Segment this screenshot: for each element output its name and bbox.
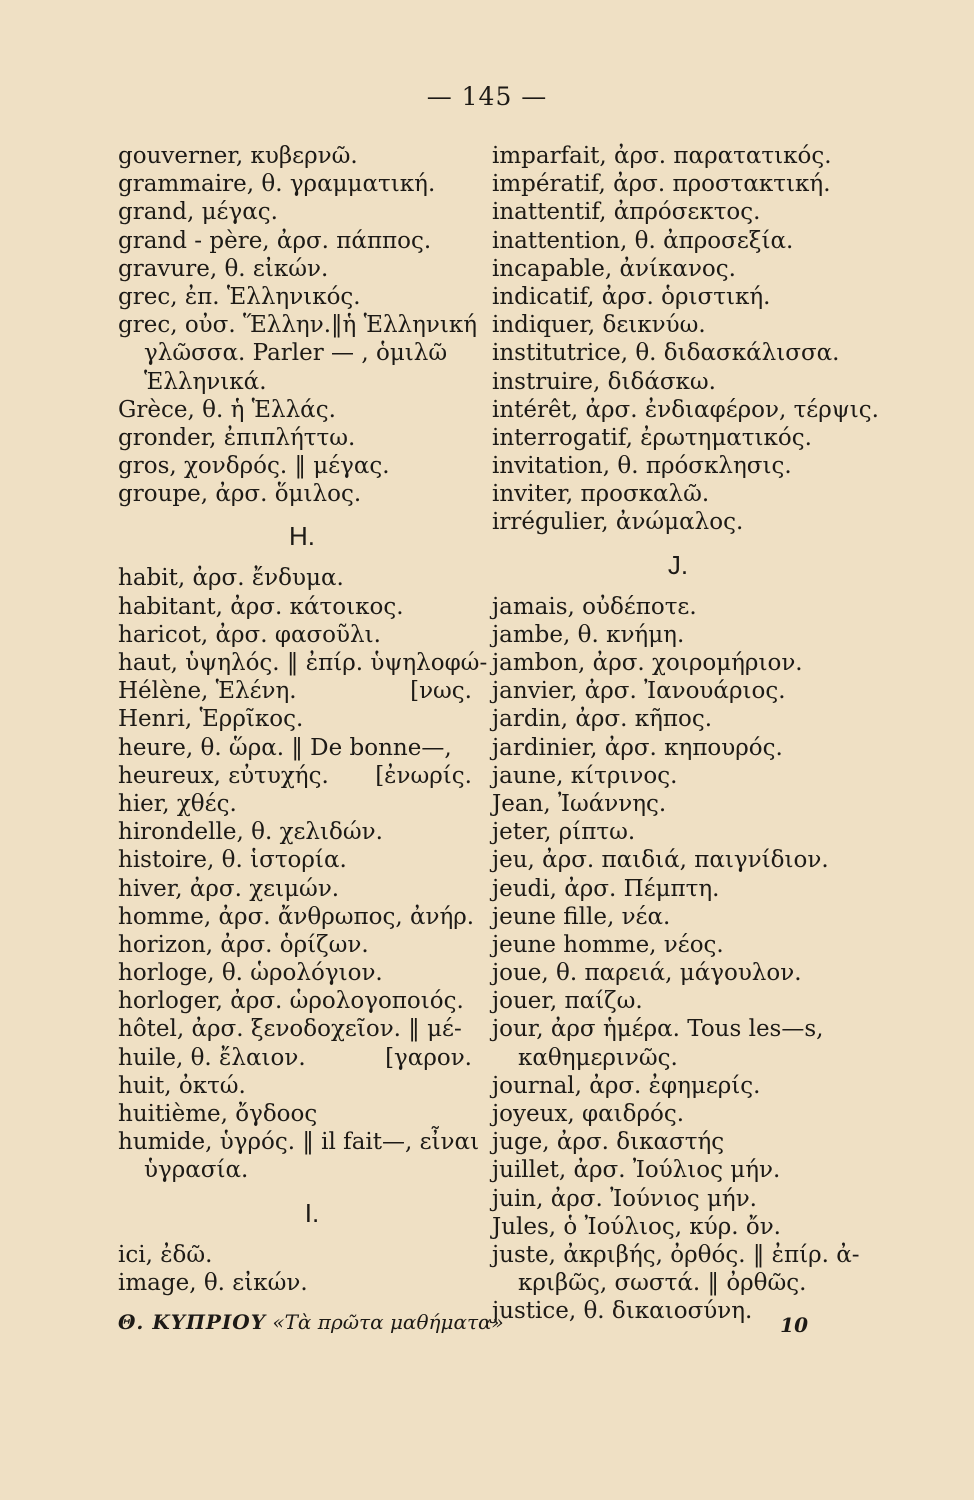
- dictionary-entry: [492, 1128, 864, 1156]
- dictionary-entry: [492, 649, 864, 677]
- entry-text: indicatif, ἀρσ. ὁριστική.: [492, 283, 771, 310]
- entry-text: grand - père, ἀρσ. πάππος.: [118, 227, 432, 254]
- dictionary-entry: [492, 677, 864, 705]
- entry-text: juillet, ἀρσ. Ἰούλιος μήν.: [492, 1157, 781, 1184]
- entry-text: interrogatif, ἐρωτηματικός.: [492, 424, 812, 451]
- dictionary-entry: [118, 790, 486, 818]
- dictionary-entry: [492, 1156, 864, 1184]
- entry-text: inattentif, ἀπρόσεκτος.: [492, 199, 761, 226]
- entry-text: ὑγρασία.: [144, 1157, 249, 1184]
- page-number: — 145 —: [426, 82, 548, 111]
- entry-text: irrégulier, ἀνώμαλος.: [492, 509, 744, 536]
- dictionary-entry: [118, 1044, 486, 1072]
- dictionary-entry: [118, 649, 486, 677]
- entry-text: joue, θ. παρειά, μάγουλον.: [492, 960, 802, 987]
- dictionary-entry: [118, 1100, 486, 1128]
- entry-text: impératif, ἀρσ. προστακτική.: [492, 171, 831, 198]
- entry-text: jour, ἀρσ ἡμέρα. Tous les—s,: [492, 1016, 824, 1043]
- entry-text: jeune fille, νέα.: [492, 903, 671, 930]
- entry-text: inattention, θ. ἀπροσεξία.: [492, 227, 794, 254]
- section-heading: [118, 1185, 486, 1241]
- entry-text: hôtel, ἀρσ. ξενοδοχεῖον. ‖ μέ-: [118, 1016, 462, 1043]
- entry-text: jardinier, ἀρσ. κηπουρός.: [492, 734, 783, 761]
- entry-text: jamais, οὐδέποτε.: [492, 593, 697, 620]
- entry-text: intérêt, ἀρσ. ἐνδιαφέρον, τέρψις.: [492, 396, 879, 423]
- entry-text: huit, ὀκτώ.: [118, 1072, 246, 1099]
- dictionary-entry: [492, 705, 864, 733]
- dictionary-entry: [118, 564, 486, 592]
- entry-continuation: [492, 1269, 864, 1297]
- dictionary-entry: [492, 368, 864, 396]
- entry-text: jambe, θ. κνήμη.: [492, 621, 685, 648]
- entry-continuation: [118, 339, 486, 367]
- dictionary-entry: [118, 1241, 486, 1269]
- dictionary-entry: [492, 227, 864, 255]
- entry-text: jaune, κίτρινος.: [492, 762, 678, 789]
- dictionary-entry: [492, 931, 864, 959]
- entry-text: gouverner, κυβερνῶ.: [118, 143, 358, 169]
- entry-text: janvier, ἀρσ. Ἰανουάριος.: [492, 678, 786, 705]
- dictionary-entry: [492, 198, 864, 226]
- entry-text: institutrice, θ. διδασκάλισσα.: [492, 340, 840, 367]
- entry-text: juste, ἀκριβής, ὀρθός. ‖ ἐπίρ. ἀ-: [492, 1241, 860, 1268]
- dictionary-entry: [118, 283, 486, 311]
- dictionary-entry: [118, 621, 486, 649]
- section-heading: [118, 508, 486, 564]
- dictionary-entry: [118, 903, 486, 931]
- dictionary-entry: [492, 424, 864, 452]
- entry-text: H.: [289, 521, 315, 552]
- entry-text: habit, ἀρσ. ἔνδυμα.: [118, 565, 344, 592]
- dictionary-entry: [118, 818, 486, 846]
- entry-text: jambon, ἀρσ. χοιρομήριον.: [492, 650, 803, 676]
- dictionary-entry: [118, 480, 486, 508]
- dictionary-entry: [118, 846, 486, 874]
- entry-overflow-text: [ἐνωρίς.: [375, 762, 472, 789]
- dictionary-entry: [492, 621, 864, 649]
- entry-text: jouer, παίζω.: [492, 988, 643, 1015]
- entry-text: habitant, ἀρσ. κάτοικος.: [118, 593, 404, 620]
- entry-text: gronder, ἐπιπλήττω.: [118, 424, 356, 451]
- dictionary-entry: [492, 1213, 864, 1241]
- entry-text: haut, ὑψηλός. ‖ ἐπίρ. ὑψηλοφώ-: [118, 650, 488, 676]
- entry-text: grammaire, θ. γραμματική.: [118, 171, 436, 198]
- dictionary-entry: [492, 480, 864, 508]
- entry-text: gros, χονδρός. ‖ μέγας.: [118, 453, 390, 480]
- entry-text: horloge, θ. ὡρολόγιον.: [118, 960, 383, 987]
- entry-continuation: [492, 1044, 864, 1072]
- entry-text: gravure, θ. εἰκών.: [118, 255, 329, 282]
- entry-text: image, θ. εἰκών.: [118, 1269, 308, 1296]
- dictionary-entry: [492, 734, 864, 762]
- entry-text: invitation, θ. πρόσκλησις.: [492, 453, 792, 480]
- dictionary-entry: [118, 677, 486, 705]
- entry-text: horloger, ἀρσ. ὡρολογοποιός.: [118, 988, 464, 1015]
- entry-text: homme, ἀρσ. ἄνθρωπος, ἀνήρ.: [118, 903, 475, 930]
- dictionary-entry: [118, 1269, 486, 1297]
- dictionary-entry: [118, 705, 486, 733]
- entry-text: humide, ὑγρός. ‖ il fait—, εἶναι: [118, 1129, 480, 1156]
- dictionary-entry: [492, 762, 864, 790]
- entry-text: justice, θ. δικαιοσύνη.: [492, 1298, 753, 1325]
- entry-text: heureux, εὐτυχής.: [118, 762, 329, 789]
- entry-text: inviter, προσκαλῶ.: [492, 481, 710, 508]
- entry-text: γλῶσσα. Parler — , ὁμιλῶ: [144, 340, 448, 367]
- dictionary-entry: [118, 396, 486, 424]
- entry-text: jeudi, ἀρσ. Πέμπτη.: [492, 875, 720, 902]
- dictionary-entry: [118, 1015, 486, 1043]
- entry-text: jardin, ἀρσ. κῆπος.: [492, 706, 713, 733]
- dictionary-entry: [492, 1241, 864, 1269]
- dictionary-entry: [492, 903, 864, 931]
- entry-text: huile, θ. ἔλαιον.: [118, 1044, 306, 1071]
- entry-text: histoire, θ. ἱστορία.: [118, 847, 347, 874]
- entry-text: grand, μέγας.: [118, 199, 278, 226]
- right-column: [492, 142, 879, 1326]
- entry-text: Henri, Ἑρρῖκος.: [118, 706, 304, 733]
- dictionary-entry: [492, 452, 864, 480]
- entry-text: Hélène, Ἑλένη.: [118, 678, 297, 705]
- dictionary-entry: [492, 170, 864, 198]
- entry-text: grec, ἐπ. Ἑλληνικός.: [118, 283, 361, 310]
- entry-text: juge, ἀρσ. δικαστής: [492, 1129, 725, 1156]
- entry-text: Grèce, θ. ἡ Ἑλλάς.: [118, 396, 336, 423]
- entry-text: καθημερινῶς.: [518, 1044, 678, 1071]
- dictionary-entry: [118, 987, 486, 1015]
- dictionary-entry: [492, 339, 864, 367]
- dictionary-entry: [118, 227, 486, 255]
- dictionary-entry: [118, 1072, 486, 1100]
- entry-text: huitième, ὄγδοος: [118, 1101, 318, 1127]
- dictionary-entry: [118, 959, 486, 987]
- entry-text: journal, ἀρσ. ἐφημερίς.: [492, 1072, 761, 1099]
- dictionary-entry: [118, 931, 486, 959]
- dictionary-entry: [118, 170, 486, 198]
- entry-text: indiquer, δεικνύω.: [492, 312, 706, 339]
- dictionary-entry: [492, 1072, 864, 1100]
- entry-overflow-text: [γαρον.: [385, 1044, 472, 1071]
- dictionary-entry: [492, 846, 864, 874]
- entry-text: instruire, διδάσκω.: [492, 368, 716, 395]
- entry-text: Jules, ὁ Ἰούλιος, κύρ. ὄν.: [492, 1213, 781, 1240]
- footer: [118, 1310, 808, 1337]
- dictionary-entry: [492, 959, 864, 987]
- dictionary-entry: [118, 762, 486, 790]
- dictionary-entry: [118, 452, 486, 480]
- entry-text: heure, θ. ὥρα. ‖ De bonne—,: [118, 734, 452, 761]
- dictionary-entry: [492, 790, 864, 818]
- dictionary-entry: [492, 508, 864, 536]
- entry-text: groupe, ἀρσ. ὅμιλος.: [118, 481, 362, 508]
- sheet-number: 10: [780, 1313, 808, 1337]
- dictionary-entry: [492, 987, 864, 1015]
- entry-text: hiver, ἀρσ. χειμών.: [118, 875, 340, 902]
- entry-text: ici, ἐδῶ.: [118, 1241, 213, 1268]
- entry-text: I.: [304, 1197, 320, 1228]
- entry-continuation: [118, 368, 486, 396]
- entry-text: jeter, ρίπτω.: [492, 819, 636, 846]
- entry-text: jeune homme, νέος.: [492, 931, 724, 958]
- dictionary-entry: [118, 142, 486, 170]
- left-column: [118, 142, 486, 1297]
- entry-continuation: [118, 1156, 486, 1184]
- dictionary-entry: [118, 424, 486, 452]
- entry-text: incapable, ἀνίκανος.: [492, 255, 736, 282]
- dictionary-entry: [492, 311, 864, 339]
- dictionary-entry: [118, 1128, 486, 1156]
- dictionary-entry: [118, 198, 486, 226]
- entry-text: grec, οὐσ. Ἕλλην.‖ἡ Ἑλληνική: [118, 312, 478, 339]
- entry-text: haricot, ἀρσ. φασοῦλι.: [118, 621, 381, 648]
- entry-text: κριβῶς, σωστά. ‖ ὀρθῶς.: [518, 1270, 807, 1297]
- entry-text: J.: [667, 549, 689, 580]
- footer-author: Θ. ΚΥΠΡΙΟΥ: [118, 1310, 266, 1334]
- entry-text: imparfait, ἀρσ. παρατατικός.: [492, 143, 832, 169]
- dictionary-entry: [492, 1015, 864, 1043]
- dictionary-entry: [492, 1185, 864, 1213]
- dictionary-entry: [492, 142, 864, 170]
- dictionary-entry: [118, 593, 486, 621]
- entry-text: hier, χθές.: [118, 790, 237, 817]
- dictionary-entry: [492, 255, 864, 283]
- dictionary-entry: [492, 875, 864, 903]
- dictionary-entry: [492, 1100, 864, 1128]
- dictionary-entry: [118, 311, 486, 339]
- entry-text: Ἑλληνικά.: [144, 368, 267, 395]
- section-heading: [492, 537, 864, 593]
- entry-text: horizon, ἀρσ. ὁρίζων.: [118, 931, 369, 958]
- entry-text: Jean, Ἰωάννης.: [492, 790, 667, 817]
- entry-text: joyeux, φαιδρός.: [492, 1101, 685, 1127]
- entry-text: jeu, ἀρσ. παιδιά, παιγνίδιον.: [492, 847, 829, 874]
- dictionary-entry: [492, 593, 864, 621]
- entry-text: juin, ἀρσ. Ἰούνιος μήν.: [492, 1185, 757, 1212]
- dictionary-entry: [118, 734, 486, 762]
- entry-text: hirondelle, θ. χελιδών.: [118, 819, 383, 846]
- entry-overflow-text: [νως.: [410, 678, 472, 705]
- dictionary-entry: [492, 396, 879, 424]
- dictionary-entry: [492, 283, 864, 311]
- dictionary-entry: [118, 255, 486, 283]
- dictionary-entry: [492, 818, 864, 846]
- dictionary-entry: [118, 875, 486, 903]
- footer-title: «Τὰ πρῶτα μαθήματα»: [272, 1310, 504, 1334]
